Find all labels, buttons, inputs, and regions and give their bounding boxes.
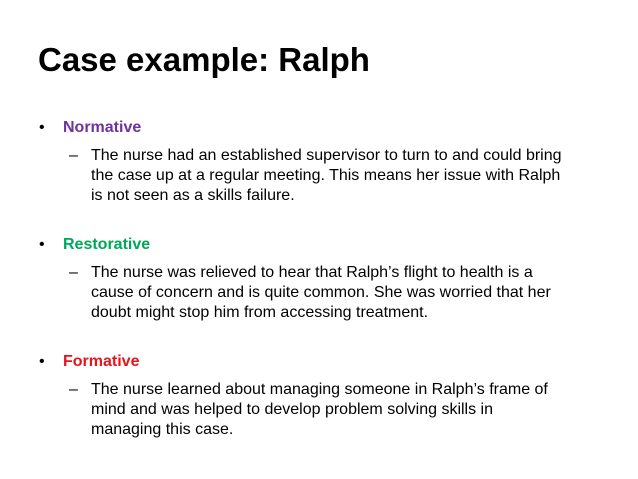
bullet-icon: • — [39, 353, 45, 370]
body-line: doubt might stop him from accessing treatment. — [91, 304, 429, 321]
body-line: The nurse had an established supervisor to turn to and could bring — [91, 147, 562, 164]
bullet-icon: • — [39, 236, 45, 253]
body-line: The nurse was relieved to hear that Ralph’s flight to health is a — [91, 264, 533, 281]
section-normative — [0, 118, 638, 204]
body-line: the case up at a regular meeting. This means her issue with Ralph — [91, 167, 561, 184]
bullet-row-formative — [0, 352, 638, 372]
body-text-restorative — [91, 263, 611, 323]
slide-title: Case example: Ralph — [38, 41, 370, 78]
heading-restorative: Restorative — [63, 236, 151, 253]
heading-formative: Formative — [63, 353, 140, 370]
dash-icon: – — [69, 147, 78, 164]
body-line: cause of concern and is quite common. She was worried that her — [91, 284, 551, 301]
bullet-icon: • — [39, 119, 45, 136]
body-line: The nurse learned about managing someone in Ralph’s frame of — [91, 381, 548, 398]
dash-icon: – — [69, 381, 78, 398]
body-line: managing this case. — [91, 421, 234, 438]
body-text-normative — [91, 146, 611, 206]
body-line: mind and was helped to develop problem solving skills in — [91, 401, 493, 418]
bullet-row-normative — [0, 118, 638, 138]
body-line: is not seen as a skills failure. — [91, 187, 295, 204]
section-restorative — [0, 235, 638, 321]
heading-normative: Normative — [63, 119, 142, 136]
body-text-formative — [91, 380, 611, 440]
dash-icon: – — [69, 264, 78, 281]
section-formative — [0, 352, 638, 438]
bullet-row-restorative — [0, 235, 638, 255]
